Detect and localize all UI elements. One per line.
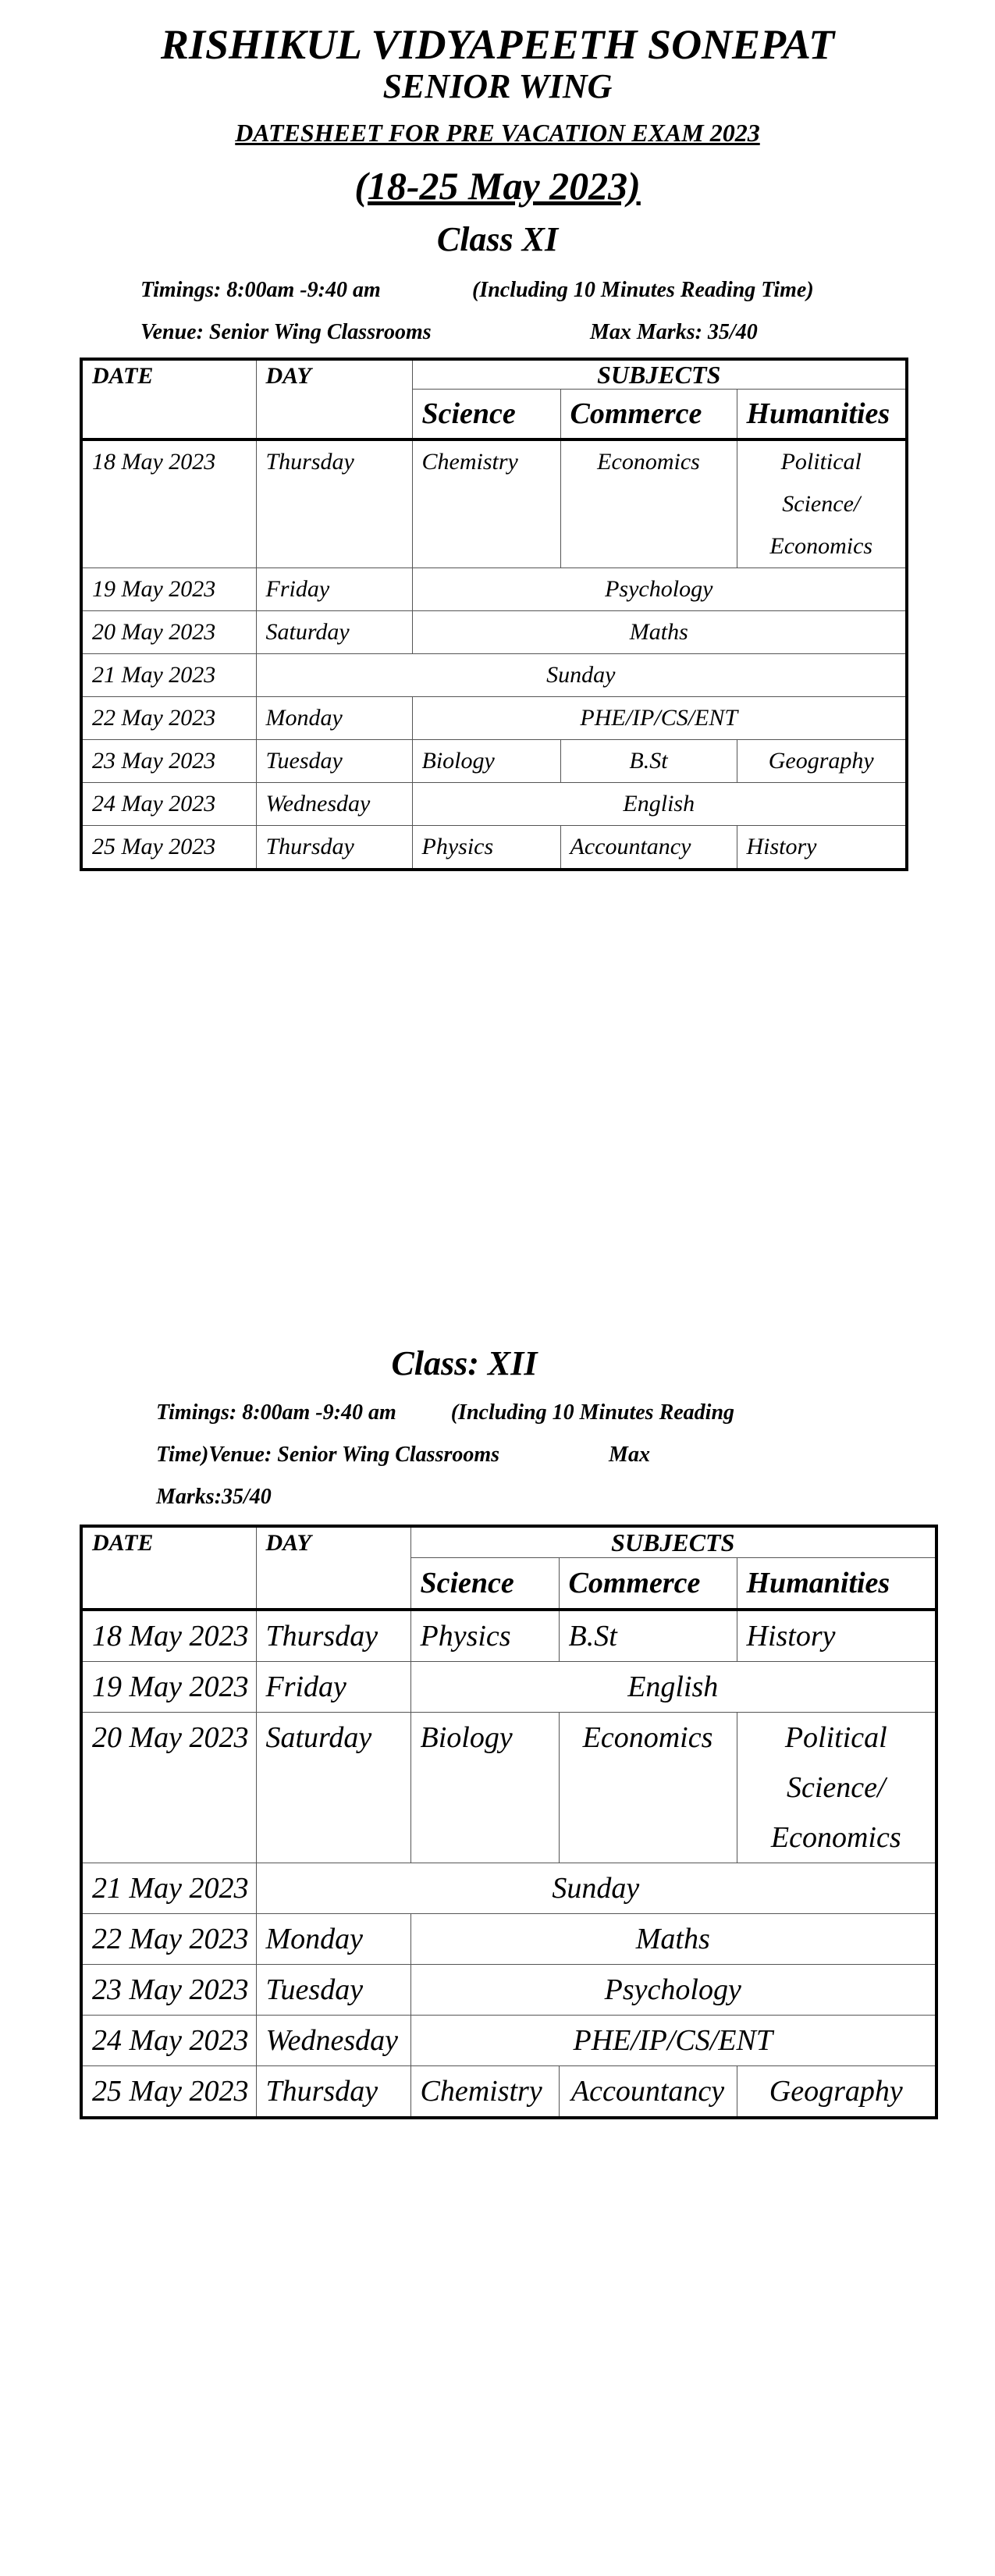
exam-day-cell: Thursday (256, 826, 412, 870)
science-subject-cell: Biology (412, 740, 560, 783)
exam-date-cell: 19 May 2023 (81, 1662, 256, 1713)
subjects-column-header: SUBJECTS (412, 359, 907, 390)
humanities-subject-line: Economics (770, 1821, 901, 1854)
humanities-subject-cell: Geography (737, 2066, 936, 2119)
class11-reading-time: (Including 10 Minutes Reading Time) (472, 278, 814, 302)
class11-venue: Venue: Senior Wing Classrooms (140, 320, 432, 344)
humanities-subject-line: Science/ (786, 1771, 886, 1804)
science-subject-cell: Chemistry (410, 2066, 559, 2119)
commerce-subject-cell: Accountancy (560, 826, 737, 870)
class12-title: Class: XII (391, 1344, 538, 1382)
exam-day-cell: Friday (256, 568, 412, 611)
humanities-subject-cell: History (737, 826, 907, 870)
exam-date-cell: 22 May 2023 (81, 1914, 256, 1965)
table-row (81, 740, 907, 783)
table-row (81, 1610, 936, 1662)
humanities-subject-cell: History (737, 1610, 936, 1662)
commerce-subject-cell: B.St (560, 740, 737, 783)
class12-table-body (81, 1526, 936, 2118)
exam-day-cell: Friday (256, 1662, 410, 1713)
humanities-subject-cell (737, 1713, 936, 1863)
table-row (81, 697, 907, 740)
exam-date-cell: 23 May 2023 (81, 740, 256, 783)
science-subject-cell: Biology (410, 1713, 559, 1863)
exam-date-cell: 24 May 2023 (81, 783, 256, 826)
science-subject-cell: Chemistry (412, 439, 560, 568)
exam-day-cell: Saturday (256, 611, 412, 654)
class12-info-line-2: Time)Venue: Senior Wing Classrooms Max (156, 1443, 650, 1467)
table-row (81, 1914, 936, 1965)
exam-day-cell: Monday (256, 697, 412, 740)
class12-info-line-1: Timings: 8:00am -9:40 am (Including 10 Minutes Reading (156, 1400, 735, 1425)
table-row (81, 2066, 936, 2119)
table-row (81, 826, 907, 870)
humanities-column-header: Humanities (737, 390, 907, 440)
table-row (81, 1863, 936, 1914)
table-row (81, 568, 907, 611)
humanities-subject-line: Political (780, 449, 862, 475)
table-row (81, 611, 907, 654)
exam-date-cell: 23 May 2023 (81, 1965, 256, 2016)
exam-day-cell: Thursday (256, 439, 412, 568)
humanities-subject-line: Science/ (782, 491, 861, 517)
exam-date-cell: 19 May 2023 (81, 568, 256, 611)
common-subject-cell: PHE/IP/CS/ENT (412, 697, 907, 740)
table-header-row (81, 359, 907, 390)
class11-title: Class XI (436, 220, 559, 258)
table-row (81, 1662, 936, 1713)
common-subject-cell: Psychology (412, 568, 907, 611)
exam-date-cell: 20 May 2023 (81, 1713, 256, 1863)
exam-day-cell: Tuesday (256, 1965, 410, 2016)
class11-datesheet-table (80, 358, 908, 871)
exam-date-cell: 20 May 2023 (81, 611, 256, 654)
exam-day-cell: Wednesday (256, 783, 412, 826)
exam-day-cell: Monday (256, 1914, 410, 1965)
day-column-header: DAY (256, 1526, 410, 1610)
exam-date-cell: 18 May 2023 (81, 439, 256, 568)
exam-day-cell: Thursday (256, 2066, 410, 2119)
date-column-header: DATE (81, 1526, 256, 1610)
class11-timings: Timings: 8:00am -9:40 am (140, 278, 381, 302)
school-name: RISHIKUL VIDYAPEETH SONEPAT (160, 21, 835, 68)
science-column-header: Science (410, 1558, 559, 1610)
humanities-subject-cell (737, 439, 907, 568)
humanities-column-header: Humanities (737, 1558, 936, 1610)
commerce-column-header: Commerce (560, 390, 737, 440)
holiday-cell: Sunday (256, 1863, 936, 1914)
science-column-header: Science (412, 390, 560, 440)
holiday-cell: Sunday (256, 654, 907, 697)
exam-day-cell: Tuesday (256, 740, 412, 783)
common-subject-cell: English (410, 1662, 936, 1713)
date-column-header: DATE (81, 359, 256, 439)
exam-date-cell: 24 May 2023 (81, 2016, 256, 2066)
class11-table-body (81, 359, 907, 870)
table-row (81, 1713, 936, 1863)
exam-date-cell: 21 May 2023 (81, 1863, 256, 1914)
exam-day-cell: Thursday (256, 1610, 410, 1662)
humanities-subject-line: Political (784, 1721, 887, 1754)
exam-title: DATESHEET FOR PRE VACATION EXAM 2023 (235, 119, 760, 147)
common-subject-cell: PHE/IP/CS/ENT (410, 2016, 936, 2066)
class11-max-marks: Max Marks: 35/40 (590, 320, 758, 344)
humanities-subject-cell: Geography (737, 740, 907, 783)
commerce-column-header: Commerce (559, 1558, 737, 1610)
exam-day-cell: Wednesday (256, 2016, 410, 2066)
day-column-header: DAY (256, 359, 412, 439)
subjects-column-header: SUBJECTS (410, 1526, 936, 1558)
table-row (81, 783, 907, 826)
exam-day-cell: Saturday (256, 1713, 410, 1863)
exam-date-cell: 25 May 2023 (81, 826, 256, 870)
common-subject-cell: Maths (412, 611, 907, 654)
table-row (81, 439, 907, 568)
commerce-subject-cell: Economics (560, 439, 737, 568)
table-row (81, 654, 907, 697)
common-subject-cell: English (412, 783, 907, 826)
commerce-subject-cell: Accountancy (559, 2066, 737, 2119)
class12-info-line-3: Marks:35/40 (156, 1485, 272, 1509)
common-subject-cell: Psychology (410, 1965, 936, 2016)
exam-date-cell: 18 May 2023 (81, 1610, 256, 1662)
class12-datesheet-table (80, 1525, 938, 2119)
science-subject-cell: Physics (410, 1610, 559, 1662)
date-range: (18-25 May 2023) (354, 164, 641, 208)
exam-date-cell: 22 May 2023 (81, 697, 256, 740)
common-subject-cell: Maths (410, 1914, 936, 1965)
table-row (81, 1965, 936, 2016)
commerce-subject-cell: B.St (559, 1610, 737, 1662)
wing-name: SENIOR WING (382, 67, 613, 105)
table-header-row (81, 1526, 936, 1558)
exam-date-cell: 21 May 2023 (81, 654, 256, 697)
exam-date-cell: 25 May 2023 (81, 2066, 256, 2119)
commerce-subject-cell: Economics (559, 1713, 737, 1863)
humanities-subject-line: Economics (769, 533, 873, 559)
table-row (81, 2016, 936, 2066)
science-subject-cell: Physics (412, 826, 560, 870)
